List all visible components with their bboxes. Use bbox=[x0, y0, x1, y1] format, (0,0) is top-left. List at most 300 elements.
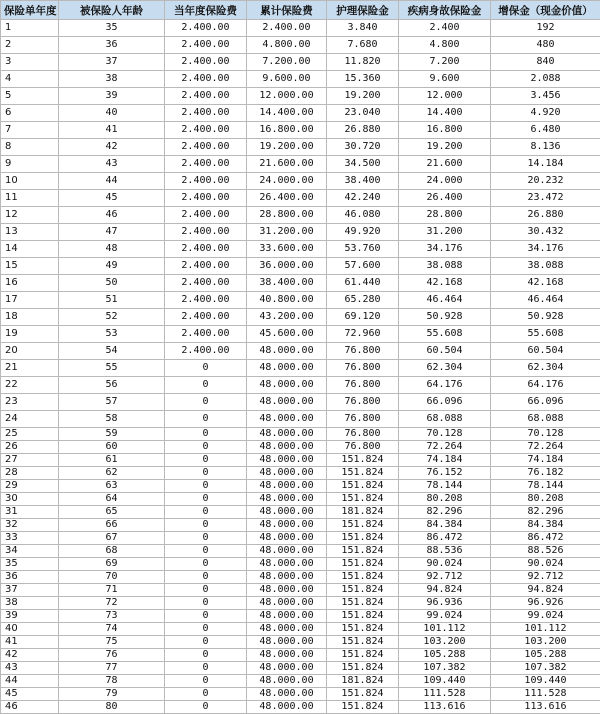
cell-insured-age: 59 bbox=[59, 428, 165, 441]
cell-illness-death-benefit: 60.504 bbox=[399, 343, 491, 360]
cell-cumulative-premium: 28.800.00 bbox=[247, 207, 327, 224]
cell-annual-premium: 0 bbox=[165, 360, 247, 377]
cell-annual-premium: 0 bbox=[165, 662, 247, 675]
cell-bonus-cash-value: 480 bbox=[491, 37, 600, 54]
cell-bonus-cash-value: 192 bbox=[491, 20, 600, 37]
cell-cumulative-premium: 40.800.00 bbox=[247, 292, 327, 309]
cell-insured-age: 38 bbox=[59, 71, 165, 88]
cell-nursing-benefit: 65.280 bbox=[327, 292, 399, 309]
table-row bbox=[1, 343, 600, 360]
cell-policy-year: 44 bbox=[1, 675, 59, 688]
cell-nursing-benefit: 7.680 bbox=[327, 37, 399, 54]
cell-cumulative-premium: 48.000.00 bbox=[247, 558, 327, 571]
table-row bbox=[1, 190, 600, 207]
cell-policy-year: 43 bbox=[1, 662, 59, 675]
cell-bonus-cash-value: 55.608 bbox=[491, 326, 600, 343]
cell-insured-age: 78 bbox=[59, 675, 165, 688]
cell-insured-age: 69 bbox=[59, 558, 165, 571]
cell-insured-age: 39 bbox=[59, 88, 165, 105]
cell-illness-death-benefit: 109.440 bbox=[399, 675, 491, 688]
cell-annual-premium: 2.400.00 bbox=[165, 54, 247, 71]
cell-insured-age: 76 bbox=[59, 649, 165, 662]
cell-bonus-cash-value: 76.182 bbox=[491, 467, 600, 480]
table-row bbox=[1, 506, 600, 519]
cell-policy-year: 35 bbox=[1, 558, 59, 571]
table-row bbox=[1, 394, 600, 411]
table-row bbox=[1, 441, 600, 454]
header-insured-age: 被保险人年龄 bbox=[59, 1, 165, 20]
cell-insured-age: 70 bbox=[59, 571, 165, 584]
cell-insured-age: 44 bbox=[59, 173, 165, 190]
table-row bbox=[1, 480, 600, 493]
cell-illness-death-benefit: 28.800 bbox=[399, 207, 491, 224]
cell-nursing-benefit: 38.400 bbox=[327, 173, 399, 190]
cell-nursing-benefit: 181.824 bbox=[327, 675, 399, 688]
table-row bbox=[1, 20, 600, 37]
cell-insured-age: 63 bbox=[59, 480, 165, 493]
cell-cumulative-premium: 48.000.00 bbox=[247, 701, 327, 714]
table-row bbox=[1, 326, 600, 343]
cell-annual-premium: 2.400.00 bbox=[165, 309, 247, 326]
cell-policy-year: 38 bbox=[1, 597, 59, 610]
cell-policy-year: 41 bbox=[1, 636, 59, 649]
cell-illness-death-benefit: 16.800 bbox=[399, 122, 491, 139]
cell-policy-year: 39 bbox=[1, 610, 59, 623]
cell-bonus-cash-value: 111.528 bbox=[491, 688, 600, 701]
table-row bbox=[1, 688, 600, 701]
cell-cumulative-premium: 48.000.00 bbox=[247, 493, 327, 506]
table-row bbox=[1, 636, 600, 649]
table-row bbox=[1, 623, 600, 636]
table-row bbox=[1, 428, 600, 441]
cell-policy-year: 31 bbox=[1, 506, 59, 519]
cell-illness-death-benefit: 76.152 bbox=[399, 467, 491, 480]
cell-bonus-cash-value: 23.472 bbox=[491, 190, 600, 207]
cell-bonus-cash-value: 4.920 bbox=[491, 105, 600, 122]
table-row bbox=[1, 493, 600, 506]
cell-cumulative-premium: 24.000.00 bbox=[247, 173, 327, 190]
header-bonus-cash-value: 增保金（现金价值） bbox=[491, 1, 600, 20]
cell-bonus-cash-value: 30.432 bbox=[491, 224, 600, 241]
cell-policy-year: 13 bbox=[1, 224, 59, 241]
cell-insured-age: 79 bbox=[59, 688, 165, 701]
cell-policy-year: 33 bbox=[1, 532, 59, 545]
table-row bbox=[1, 675, 600, 688]
cell-insured-age: 72 bbox=[59, 597, 165, 610]
cell-policy-year: 4 bbox=[1, 71, 59, 88]
cell-nursing-benefit: 76.800 bbox=[327, 411, 399, 428]
table-row bbox=[1, 584, 600, 597]
cell-insured-age: 48 bbox=[59, 241, 165, 258]
cell-insured-age: 47 bbox=[59, 224, 165, 241]
cell-insured-age: 40 bbox=[59, 105, 165, 122]
cell-bonus-cash-value: 103.200 bbox=[491, 636, 600, 649]
cell-annual-premium: 0 bbox=[165, 411, 247, 428]
cell-nursing-benefit: 151.824 bbox=[327, 467, 399, 480]
cell-policy-year: 28 bbox=[1, 467, 59, 480]
cell-annual-premium: 0 bbox=[165, 701, 247, 714]
cell-nursing-benefit: 15.360 bbox=[327, 71, 399, 88]
cell-nursing-benefit: 69.120 bbox=[327, 309, 399, 326]
cell-illness-death-benefit: 14.400 bbox=[399, 105, 491, 122]
cell-policy-year: 37 bbox=[1, 584, 59, 597]
cell-cumulative-premium: 48.000.00 bbox=[247, 636, 327, 649]
cell-annual-premium: 0 bbox=[165, 675, 247, 688]
table-row bbox=[1, 275, 600, 292]
cell-bonus-cash-value: 60.504 bbox=[491, 343, 600, 360]
cell-policy-year: 11 bbox=[1, 190, 59, 207]
cell-annual-premium: 0 bbox=[165, 558, 247, 571]
cell-insured-age: 46 bbox=[59, 207, 165, 224]
cell-policy-year: 14 bbox=[1, 241, 59, 258]
cell-cumulative-premium: 48.000.00 bbox=[247, 675, 327, 688]
cell-insured-age: 53 bbox=[59, 326, 165, 343]
cell-policy-year: 21 bbox=[1, 360, 59, 377]
cell-bonus-cash-value: 50.928 bbox=[491, 309, 600, 326]
cell-illness-death-benefit: 105.288 bbox=[399, 649, 491, 662]
cell-policy-year: 24 bbox=[1, 411, 59, 428]
cell-bonus-cash-value: 78.144 bbox=[491, 480, 600, 493]
cell-insured-age: 62 bbox=[59, 467, 165, 480]
cell-insured-age: 57 bbox=[59, 394, 165, 411]
table-body bbox=[1, 20, 600, 714]
table-row bbox=[1, 532, 600, 545]
cell-cumulative-premium: 16.800.00 bbox=[247, 122, 327, 139]
cell-illness-death-benefit: 21.600 bbox=[399, 156, 491, 173]
cell-insured-age: 37 bbox=[59, 54, 165, 71]
cell-cumulative-premium: 48.000.00 bbox=[247, 519, 327, 532]
table-row bbox=[1, 241, 600, 258]
cell-bonus-cash-value: 80.208 bbox=[491, 493, 600, 506]
cell-annual-premium: 2.400.00 bbox=[165, 326, 247, 343]
table-row bbox=[1, 377, 600, 394]
cell-insured-age: 61 bbox=[59, 454, 165, 467]
cell-nursing-benefit: 30.720 bbox=[327, 139, 399, 156]
cell-bonus-cash-value: 109.440 bbox=[491, 675, 600, 688]
cell-insured-age: 43 bbox=[59, 156, 165, 173]
cell-nursing-benefit: 151.824 bbox=[327, 454, 399, 467]
cell-policy-year: 3 bbox=[1, 54, 59, 71]
cell-annual-premium: 0 bbox=[165, 597, 247, 610]
cell-nursing-benefit: 76.800 bbox=[327, 394, 399, 411]
cell-bonus-cash-value: 62.304 bbox=[491, 360, 600, 377]
cell-annual-premium: 0 bbox=[165, 441, 247, 454]
cell-annual-premium: 0 bbox=[165, 428, 247, 441]
cell-policy-year: 16 bbox=[1, 275, 59, 292]
cell-nursing-benefit: 151.824 bbox=[327, 597, 399, 610]
cell-nursing-benefit: 151.824 bbox=[327, 571, 399, 584]
cell-bonus-cash-value: 38.088 bbox=[491, 258, 600, 275]
cell-policy-year: 19 bbox=[1, 326, 59, 343]
cell-policy-year: 26 bbox=[1, 441, 59, 454]
cell-illness-death-benefit: 7.200 bbox=[399, 54, 491, 71]
cell-annual-premium: 2.400.00 bbox=[165, 88, 247, 105]
table-row bbox=[1, 105, 600, 122]
table-row bbox=[1, 571, 600, 584]
cell-annual-premium: 2.400.00 bbox=[165, 71, 247, 88]
cell-nursing-benefit: 46.080 bbox=[327, 207, 399, 224]
cell-nursing-benefit: 151.824 bbox=[327, 519, 399, 532]
cell-policy-year: 20 bbox=[1, 343, 59, 360]
cell-insured-age: 58 bbox=[59, 411, 165, 428]
cell-insured-age: 35 bbox=[59, 20, 165, 37]
cell-annual-premium: 0 bbox=[165, 688, 247, 701]
cell-policy-year: 8 bbox=[1, 139, 59, 156]
cell-annual-premium: 2.400.00 bbox=[165, 173, 247, 190]
cell-policy-year: 6 bbox=[1, 105, 59, 122]
cell-bonus-cash-value: 107.382 bbox=[491, 662, 600, 675]
cell-annual-premium: 2.400.00 bbox=[165, 275, 247, 292]
cell-bonus-cash-value: 84.384 bbox=[491, 519, 600, 532]
table-row bbox=[1, 309, 600, 326]
cell-illness-death-benefit: 46.464 bbox=[399, 292, 491, 309]
cell-policy-year: 27 bbox=[1, 454, 59, 467]
cell-illness-death-benefit: 80.208 bbox=[399, 493, 491, 506]
cell-policy-year: 34 bbox=[1, 545, 59, 558]
cell-insured-age: 52 bbox=[59, 309, 165, 326]
cell-illness-death-benefit: 55.608 bbox=[399, 326, 491, 343]
cell-nursing-benefit: 42.240 bbox=[327, 190, 399, 207]
table-row bbox=[1, 54, 600, 71]
table-row bbox=[1, 258, 600, 275]
cell-nursing-benefit: 3.840 bbox=[327, 20, 399, 37]
cell-annual-premium: 0 bbox=[165, 532, 247, 545]
cell-illness-death-benefit: 101.112 bbox=[399, 623, 491, 636]
cell-cumulative-premium: 48.000.00 bbox=[247, 394, 327, 411]
cell-cumulative-premium: 26.400.00 bbox=[247, 190, 327, 207]
cell-bonus-cash-value: 70.128 bbox=[491, 428, 600, 441]
cell-cumulative-premium: 48.000.00 bbox=[247, 623, 327, 636]
cell-bonus-cash-value: 94.824 bbox=[491, 584, 600, 597]
cell-insured-age: 65 bbox=[59, 506, 165, 519]
cell-insured-age: 50 bbox=[59, 275, 165, 292]
cell-policy-year: 22 bbox=[1, 377, 59, 394]
cell-cumulative-premium: 48.000.00 bbox=[247, 597, 327, 610]
cell-illness-death-benefit: 82.296 bbox=[399, 506, 491, 519]
cell-annual-premium: 0 bbox=[165, 493, 247, 506]
cell-cumulative-premium: 48.000.00 bbox=[247, 441, 327, 454]
cell-annual-premium: 2.400.00 bbox=[165, 258, 247, 275]
cell-nursing-benefit: 151.824 bbox=[327, 545, 399, 558]
cell-annual-premium: 0 bbox=[165, 636, 247, 649]
cell-nursing-benefit: 151.824 bbox=[327, 558, 399, 571]
cell-insured-age: 42 bbox=[59, 139, 165, 156]
cell-bonus-cash-value: 2.088 bbox=[491, 71, 600, 88]
cell-policy-year: 40 bbox=[1, 623, 59, 636]
cell-cumulative-premium: 36.000.00 bbox=[247, 258, 327, 275]
cell-cumulative-premium: 48.000.00 bbox=[247, 428, 327, 441]
cell-policy-year: 12 bbox=[1, 207, 59, 224]
cell-nursing-benefit: 151.824 bbox=[327, 493, 399, 506]
cell-cumulative-premium: 31.200.00 bbox=[247, 224, 327, 241]
cell-annual-premium: 2.400.00 bbox=[165, 292, 247, 309]
cell-annual-premium: 0 bbox=[165, 506, 247, 519]
cell-annual-premium: 2.400.00 bbox=[165, 190, 247, 207]
cell-nursing-benefit: 76.800 bbox=[327, 343, 399, 360]
cell-illness-death-benefit: 31.200 bbox=[399, 224, 491, 241]
cell-illness-death-benefit: 12.000 bbox=[399, 88, 491, 105]
cell-nursing-benefit: 11.820 bbox=[327, 54, 399, 71]
cell-policy-year: 42 bbox=[1, 649, 59, 662]
header-cumulative-premium: 累计保险费 bbox=[247, 1, 327, 20]
table-row bbox=[1, 545, 600, 558]
cell-illness-death-benefit: 9.600 bbox=[399, 71, 491, 88]
cell-annual-premium: 2.400.00 bbox=[165, 241, 247, 258]
cell-nursing-benefit: 151.824 bbox=[327, 662, 399, 675]
cell-nursing-benefit: 53.760 bbox=[327, 241, 399, 258]
cell-bonus-cash-value: 8.136 bbox=[491, 139, 600, 156]
cell-cumulative-premium: 48.000.00 bbox=[247, 467, 327, 480]
table-row bbox=[1, 173, 600, 190]
cell-illness-death-benefit: 26.400 bbox=[399, 190, 491, 207]
cell-annual-premium: 2.400.00 bbox=[165, 207, 247, 224]
cell-cumulative-premium: 7.200.00 bbox=[247, 54, 327, 71]
cell-policy-year: 15 bbox=[1, 258, 59, 275]
cell-illness-death-benefit: 68.088 bbox=[399, 411, 491, 428]
cell-illness-death-benefit: 113.616 bbox=[399, 701, 491, 714]
cell-annual-premium: 0 bbox=[165, 571, 247, 584]
cell-illness-death-benefit: 34.176 bbox=[399, 241, 491, 258]
cell-insured-age: 73 bbox=[59, 610, 165, 623]
cell-annual-premium: 2.400.00 bbox=[165, 224, 247, 241]
cell-illness-death-benefit: 2.400 bbox=[399, 20, 491, 37]
cell-nursing-benefit: 151.824 bbox=[327, 584, 399, 597]
cell-cumulative-premium: 33.600.00 bbox=[247, 241, 327, 258]
table-row bbox=[1, 224, 600, 241]
header-row bbox=[1, 1, 600, 20]
header-nursing-benefit: 护理保险金 bbox=[327, 1, 399, 20]
cell-policy-year: 25 bbox=[1, 428, 59, 441]
cell-cumulative-premium: 12.000.00 bbox=[247, 88, 327, 105]
cell-bonus-cash-value: 64.176 bbox=[491, 377, 600, 394]
cell-bonus-cash-value: 42.168 bbox=[491, 275, 600, 292]
cell-bonus-cash-value: 82.296 bbox=[491, 506, 600, 519]
cell-insured-age: 54 bbox=[59, 343, 165, 360]
cell-illness-death-benefit: 24.000 bbox=[399, 173, 491, 190]
cell-nursing-benefit: 151.824 bbox=[327, 636, 399, 649]
cell-cumulative-premium: 48.000.00 bbox=[247, 377, 327, 394]
cell-insured-age: 74 bbox=[59, 623, 165, 636]
table-row bbox=[1, 411, 600, 428]
cell-annual-premium: 2.400.00 bbox=[165, 105, 247, 122]
cell-bonus-cash-value: 20.232 bbox=[491, 173, 600, 190]
cell-insured-age: 66 bbox=[59, 519, 165, 532]
cell-bonus-cash-value: 88.526 bbox=[491, 545, 600, 558]
cell-nursing-benefit: 76.800 bbox=[327, 441, 399, 454]
cell-insured-age: 51 bbox=[59, 292, 165, 309]
cell-illness-death-benefit: 42.168 bbox=[399, 275, 491, 292]
cell-annual-premium: 0 bbox=[165, 467, 247, 480]
cell-insured-age: 56 bbox=[59, 377, 165, 394]
cell-cumulative-premium: 48.000.00 bbox=[247, 610, 327, 623]
cell-illness-death-benefit: 86.472 bbox=[399, 532, 491, 545]
cell-annual-premium: 0 bbox=[165, 377, 247, 394]
table-row bbox=[1, 88, 600, 105]
cell-bonus-cash-value: 6.480 bbox=[491, 122, 600, 139]
cell-bonus-cash-value: 14.184 bbox=[491, 156, 600, 173]
cell-insured-age: 80 bbox=[59, 701, 165, 714]
cell-cumulative-premium: 9.600.00 bbox=[247, 71, 327, 88]
cell-annual-premium: 2.400.00 bbox=[165, 139, 247, 156]
cell-policy-year: 23 bbox=[1, 394, 59, 411]
cell-policy-year: 7 bbox=[1, 122, 59, 139]
cell-cumulative-premium: 48.000.00 bbox=[247, 454, 327, 467]
cell-cumulative-premium: 48.000.00 bbox=[247, 662, 327, 675]
table-row bbox=[1, 71, 600, 88]
cell-nursing-benefit: 23.040 bbox=[327, 105, 399, 122]
cell-insured-age: 64 bbox=[59, 493, 165, 506]
header-illness-death-benefit: 疾病身故保险金 bbox=[399, 1, 491, 20]
table-row bbox=[1, 156, 600, 173]
cell-cumulative-premium: 14.400.00 bbox=[247, 105, 327, 122]
cell-illness-death-benefit: 90.024 bbox=[399, 558, 491, 571]
cell-policy-year: 18 bbox=[1, 309, 59, 326]
cell-bonus-cash-value: 92.712 bbox=[491, 571, 600, 584]
cell-policy-year: 45 bbox=[1, 688, 59, 701]
cell-illness-death-benefit: 64.176 bbox=[399, 377, 491, 394]
cell-bonus-cash-value: 113.616 bbox=[491, 701, 600, 714]
cell-illness-death-benefit: 96.936 bbox=[399, 597, 491, 610]
cell-insured-age: 60 bbox=[59, 441, 165, 454]
cell-annual-premium: 0 bbox=[165, 623, 247, 636]
cell-insured-age: 71 bbox=[59, 584, 165, 597]
cell-bonus-cash-value: 99.024 bbox=[491, 610, 600, 623]
cell-policy-year: 5 bbox=[1, 88, 59, 105]
cell-nursing-benefit: 72.960 bbox=[327, 326, 399, 343]
cell-insured-age: 75 bbox=[59, 636, 165, 649]
table-row bbox=[1, 454, 600, 467]
cell-policy-year: 9 bbox=[1, 156, 59, 173]
cell-bonus-cash-value: 101.112 bbox=[491, 623, 600, 636]
table-row bbox=[1, 649, 600, 662]
cell-nursing-benefit: 151.824 bbox=[327, 623, 399, 636]
cell-cumulative-premium: 48.000.00 bbox=[247, 343, 327, 360]
table-row bbox=[1, 701, 600, 714]
cell-annual-premium: 0 bbox=[165, 394, 247, 411]
cell-policy-year: 32 bbox=[1, 519, 59, 532]
cell-policy-year: 29 bbox=[1, 480, 59, 493]
cell-bonus-cash-value: 34.176 bbox=[491, 241, 600, 258]
cell-nursing-benefit: 151.824 bbox=[327, 532, 399, 545]
cell-illness-death-benefit: 74.184 bbox=[399, 454, 491, 467]
cell-policy-year: 36 bbox=[1, 571, 59, 584]
cell-annual-premium: 2.400.00 bbox=[165, 20, 247, 37]
cell-illness-death-benefit: 99.024 bbox=[399, 610, 491, 623]
cell-cumulative-premium: 43.200.00 bbox=[247, 309, 327, 326]
cell-policy-year: 2 bbox=[1, 37, 59, 54]
cell-bonus-cash-value: 90.024 bbox=[491, 558, 600, 571]
header-annual-premium: 当年度保险费 bbox=[165, 1, 247, 20]
cell-annual-premium: 0 bbox=[165, 454, 247, 467]
cell-annual-premium: 0 bbox=[165, 545, 247, 558]
cell-cumulative-premium: 45.600.00 bbox=[247, 326, 327, 343]
cell-nursing-benefit: 49.920 bbox=[327, 224, 399, 241]
cell-insured-age: 67 bbox=[59, 532, 165, 545]
cell-annual-premium: 0 bbox=[165, 649, 247, 662]
cell-illness-death-benefit: 19.200 bbox=[399, 139, 491, 156]
cell-nursing-benefit: 76.800 bbox=[327, 428, 399, 441]
table-row bbox=[1, 467, 600, 480]
table-row bbox=[1, 292, 600, 309]
table-row bbox=[1, 662, 600, 675]
cell-cumulative-premium: 48.000.00 bbox=[247, 649, 327, 662]
cell-nursing-benefit: 181.824 bbox=[327, 506, 399, 519]
cell-bonus-cash-value: 840 bbox=[491, 54, 600, 71]
cell-nursing-benefit: 76.800 bbox=[327, 377, 399, 394]
cell-annual-premium: 0 bbox=[165, 480, 247, 493]
cell-bonus-cash-value: 96.926 bbox=[491, 597, 600, 610]
cell-nursing-benefit: 76.800 bbox=[327, 360, 399, 377]
